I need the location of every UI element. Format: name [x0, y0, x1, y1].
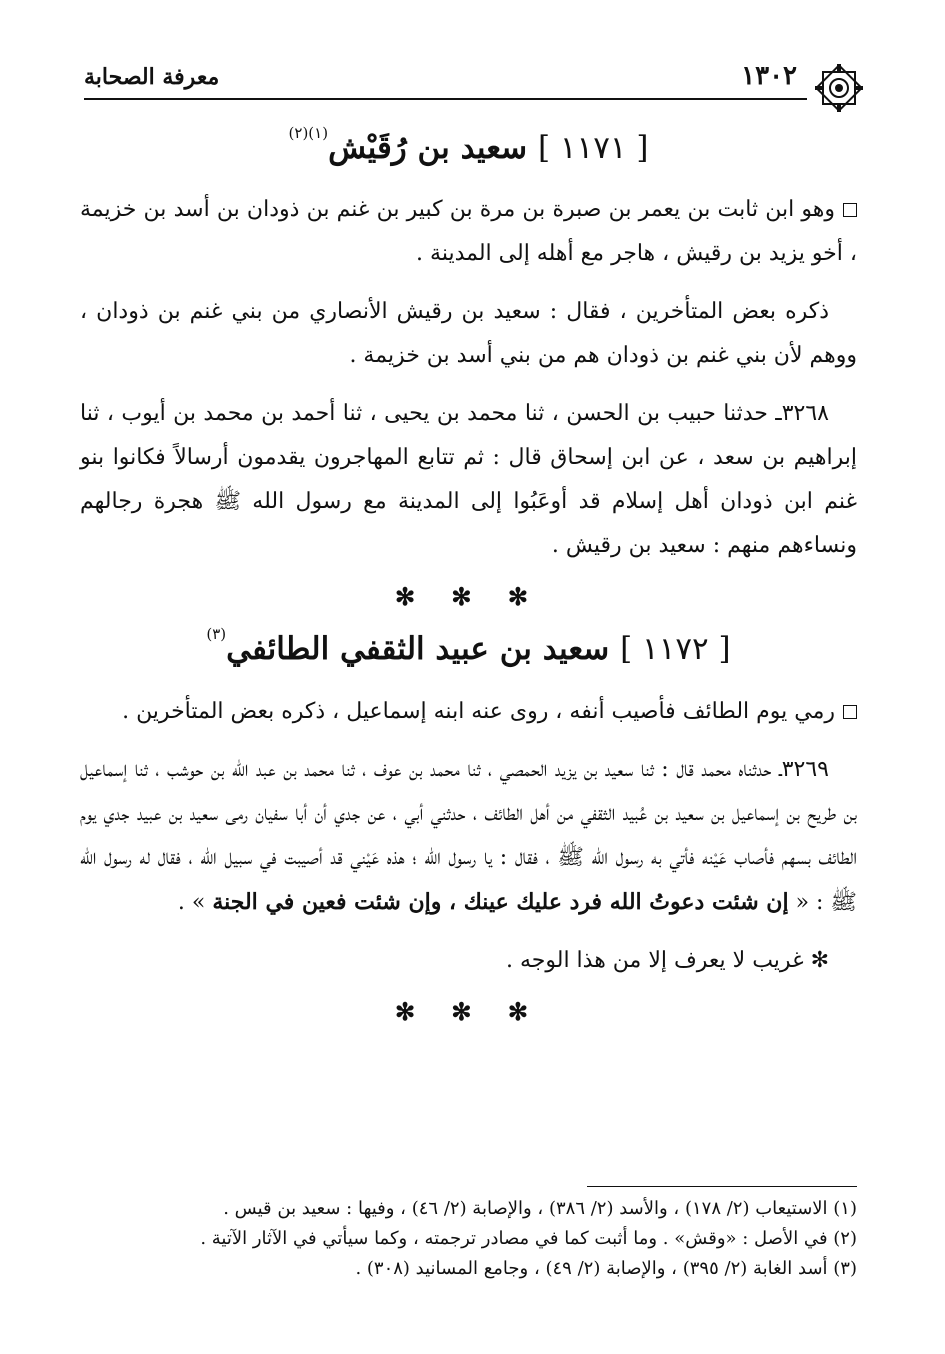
section-separator: ✻ ✻ ✻ — [394, 582, 543, 612]
footnote-2: (٢) في الأصل : «وقش» . وما أثبت كما في مصادر ترجمته ، وكما سيأتي في الآثار الآتية . — [200, 1228, 857, 1249]
prophetic-quote: إن شئت دعوتُ الله فرد عليك عينك ، وإن شئت فعين في الجنة — [212, 888, 789, 915]
hadith-remark: ✻ غريب لا يعرف إلا من هذا الوجه . — [506, 947, 829, 973]
footnote-ref: (١)(٢) — [288, 124, 329, 142]
islamic-star-ornament-icon — [811, 60, 867, 116]
footnote-rule — [587, 1186, 857, 1187]
entry-name: سعيد بن عبيد الثقفي الطائفي — [226, 631, 610, 668]
running-title: معرفة الصحابة — [84, 64, 220, 90]
intro-text: رمي يوم الطائف فأصيب أنفه ، روى عنه ابنه إسماعيل ، ذكره بعض المتأخرين . — [122, 698, 835, 724]
footnote-ref: (٣) — [206, 625, 227, 644]
square-bullet-icon — [843, 203, 857, 217]
entry-number: [ ١١٧٢ ] — [620, 631, 731, 668]
hadith-3268: ٣٢٦٨ـ حدثنا حبيب بن الحسن ، ثنا محمد بن يحيى ، ثنا أحمد بن محمد بن أيوب ، ثنا إبراهيم بن سعد ، عن ابن إسحاق قال : ثم تتابع المهاجرون يقدمون أرسالاً فكانوا بنو غنم ابن ذودان أهل إسلام قد أوعَبُوا إلى المدينة مع رسول الله ﷺ هجرة رجالهم ونساءهم منهم : سعيد بن رقيش . — [80, 401, 857, 559]
entry-heading-1172 — [80, 625, 857, 669]
hadith-3269 — [80, 748, 857, 925]
entry-intro — [80, 690, 857, 734]
footnote-1: (١) الاستيعاب (٢/ ١٧٨) ، والأسد (٢/ ٣٨٦) ، والإصابة (٢/ ٤٦) ، وفيها : سعيد بن قيس . — [223, 1198, 857, 1219]
page-header — [84, 52, 857, 96]
footnotes — [90, 1194, 857, 1284]
square-bullet-icon — [843, 705, 857, 719]
footnote-3: (٣) أسد الغابة (٢/ ٣٩٥) ، والإصابة (٢/ ٤٩) ، وجامع المسانيد (٣٠٨) . — [355, 1258, 857, 1279]
page-number: ١٣٠٢ — [741, 61, 797, 91]
entry-name: سعيد بن رُقَيْش — [328, 130, 528, 166]
hadith-text: ٣٢٦٩ـ حدثناه محمد قال : ثنا سعيد بن يزيد الحمصي ، ثنا محمد بن عوف ، ثنا محمد بن عبد الله بن حوشب ، ثنا إسماعيل بن طريح بن إسماعيل بن سعيد بن عُبيد الثقفي من أهل الطائف ، حدثني أبي ، عن جدي أن أبا سفيان رمى سعيد بن عبيد جدي يوم الطائف بسهم فأصاب عَيْنه فأتي به رسول الله ﷺ ، فقال : يا رسول الله ؛ هذه عَيْني قد أصيبت في سبيل الله ، فقال له رسول الله ﷺ : « — [80, 756, 857, 915]
entry-heading-1171 — [80, 124, 857, 168]
hadith-end: » . — [177, 889, 206, 915]
section-separator: ✻ ✻ ✻ — [394, 996, 543, 1026]
intro-text: وهو ابن ثابت بن يعمر بن صبرة بن مرة بن كبير بن غنم بن ذودان بن أسد بن خزيمة ، أخو يزيد بن رقيش ، هاجر مع أهله إلى المدينة . — [80, 197, 857, 267]
header-rule — [84, 98, 807, 100]
main-content — [80, 124, 857, 1044]
entry-note: ذكره بعض المتأخرين ، فقال : سعيد بن رقيش الأنصاري من بني غنم بن ذودان ، ووهم لأن بني غنم بن ذودان هم من بني أسد بن خزيمة . — [80, 299, 857, 369]
entry-number: [ ١١٧١ ] — [537, 130, 649, 166]
entry-intro — [80, 188, 857, 276]
